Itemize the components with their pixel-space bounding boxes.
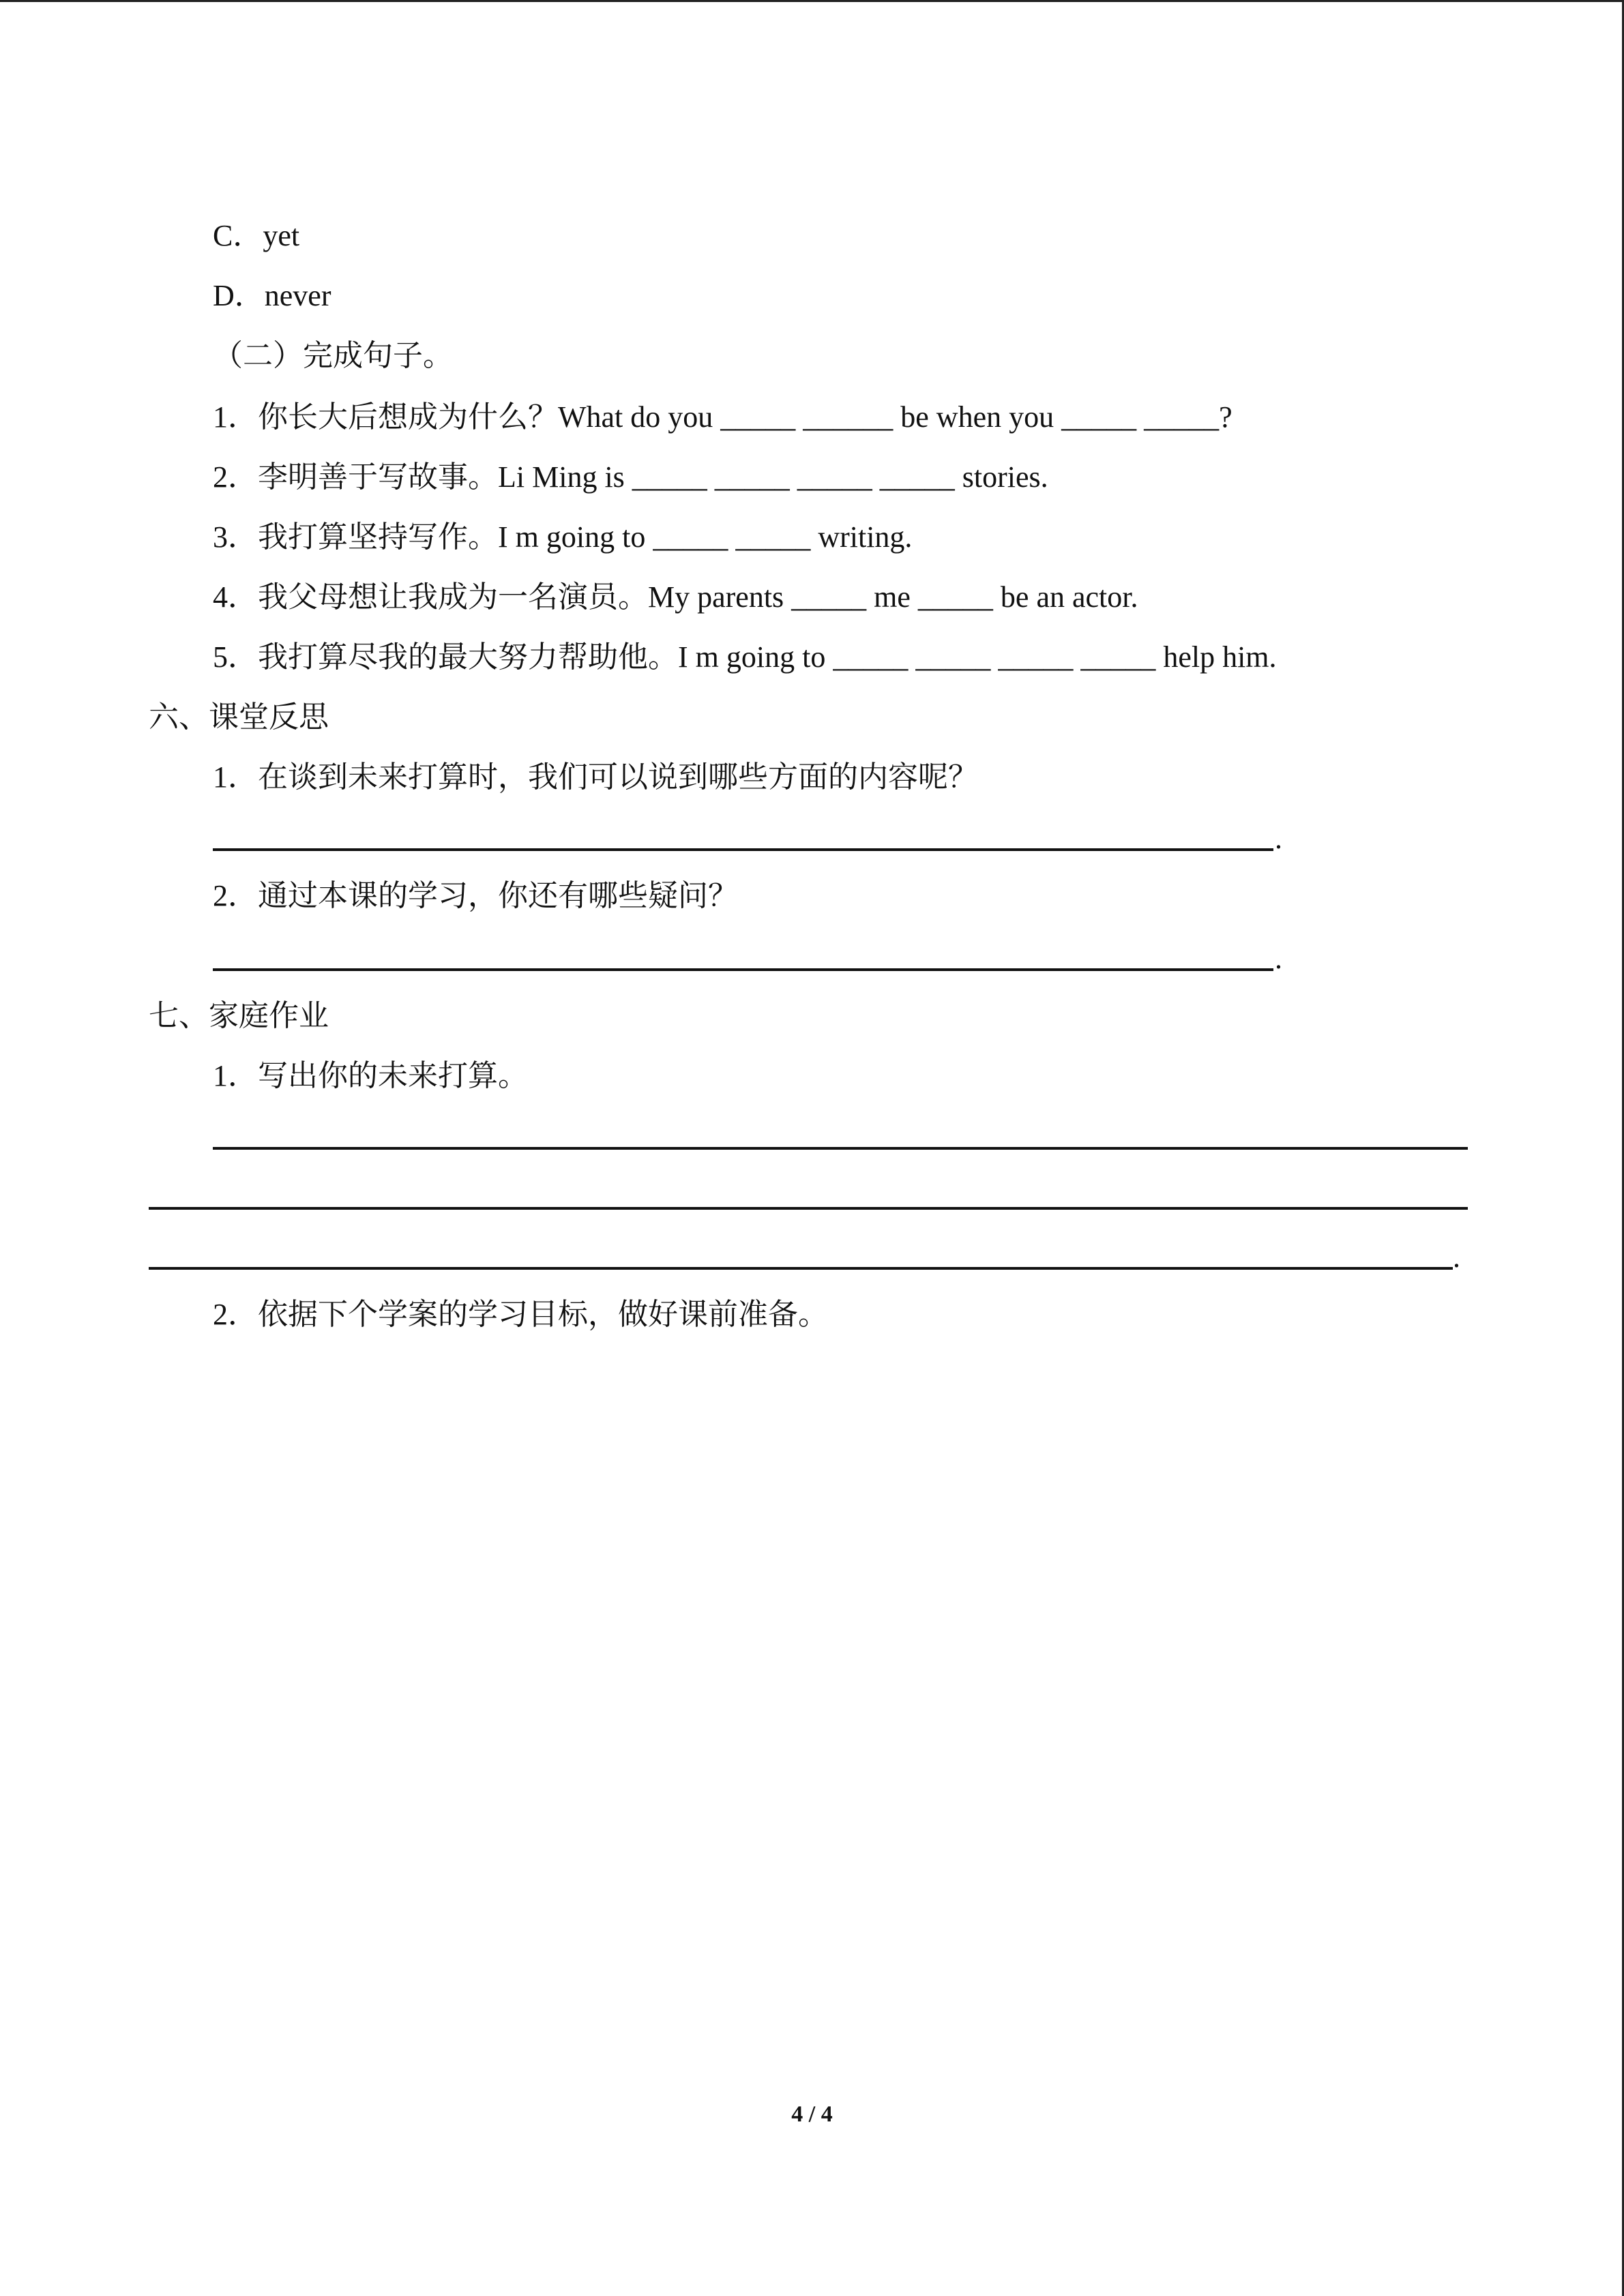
- section-complete-heading: （二）完成句子。: [213, 339, 453, 372]
- reflection-heading: 六、课堂反思: [149, 700, 329, 734]
- reflection-question-2: 2．通过本课的学习，你还有哪些疑问？: [213, 879, 738, 912]
- sentence-item-5: 5．我打算尽我的最大努力帮助他。I m going to _____ _____ _____ _____ help him.: [213, 640, 1277, 674]
- sentence-item-3: 3．我打算坚持写作。I m going to _____ _____ writing.: [213, 520, 913, 554]
- homework-heading: 七、家庭作业: [149, 999, 329, 1032]
- reflection-question-1: 1．在谈到未来打算时，我们可以说到哪些方面的内容呢？: [213, 760, 978, 794]
- homework-question-1: 1．写出你的未来打算。: [213, 1059, 528, 1092]
- sentence-item-2: 2．李明善于写故事。Li Ming is _____ _____ _____ _____ stories.: [213, 460, 1048, 494]
- homework-question-2: 2．依据下个学案的学习目标，做好课前准备。: [213, 1298, 828, 1331]
- option-c: C．yet: [213, 219, 300, 252]
- homework-answer-dot: .: [1453, 1240, 1460, 1274]
- homework-answer-line-3: [149, 1267, 1453, 1270]
- reflection-answer-dot-2: .: [1275, 942, 1282, 975]
- homework-answer-line-1: [213, 1147, 1468, 1150]
- sentence-item-1: 1．你长大后想成为什么？What do you _____ ______ be when you _____ _____?: [213, 400, 1232, 434]
- homework-answer-line-2: [149, 1207, 1468, 1210]
- reflection-answer-dot-1: .: [1275, 822, 1282, 855]
- page-number: 4 / 4: [791, 2102, 833, 2127]
- reflection-answer-line-1: [213, 848, 1273, 851]
- sentence-item-4: 4．我父母想让我成为一名演员。My parents _____ me _____ be an actor.: [213, 580, 1138, 614]
- reflection-answer-line-2: [213, 968, 1273, 971]
- option-d: D．never: [213, 279, 331, 312]
